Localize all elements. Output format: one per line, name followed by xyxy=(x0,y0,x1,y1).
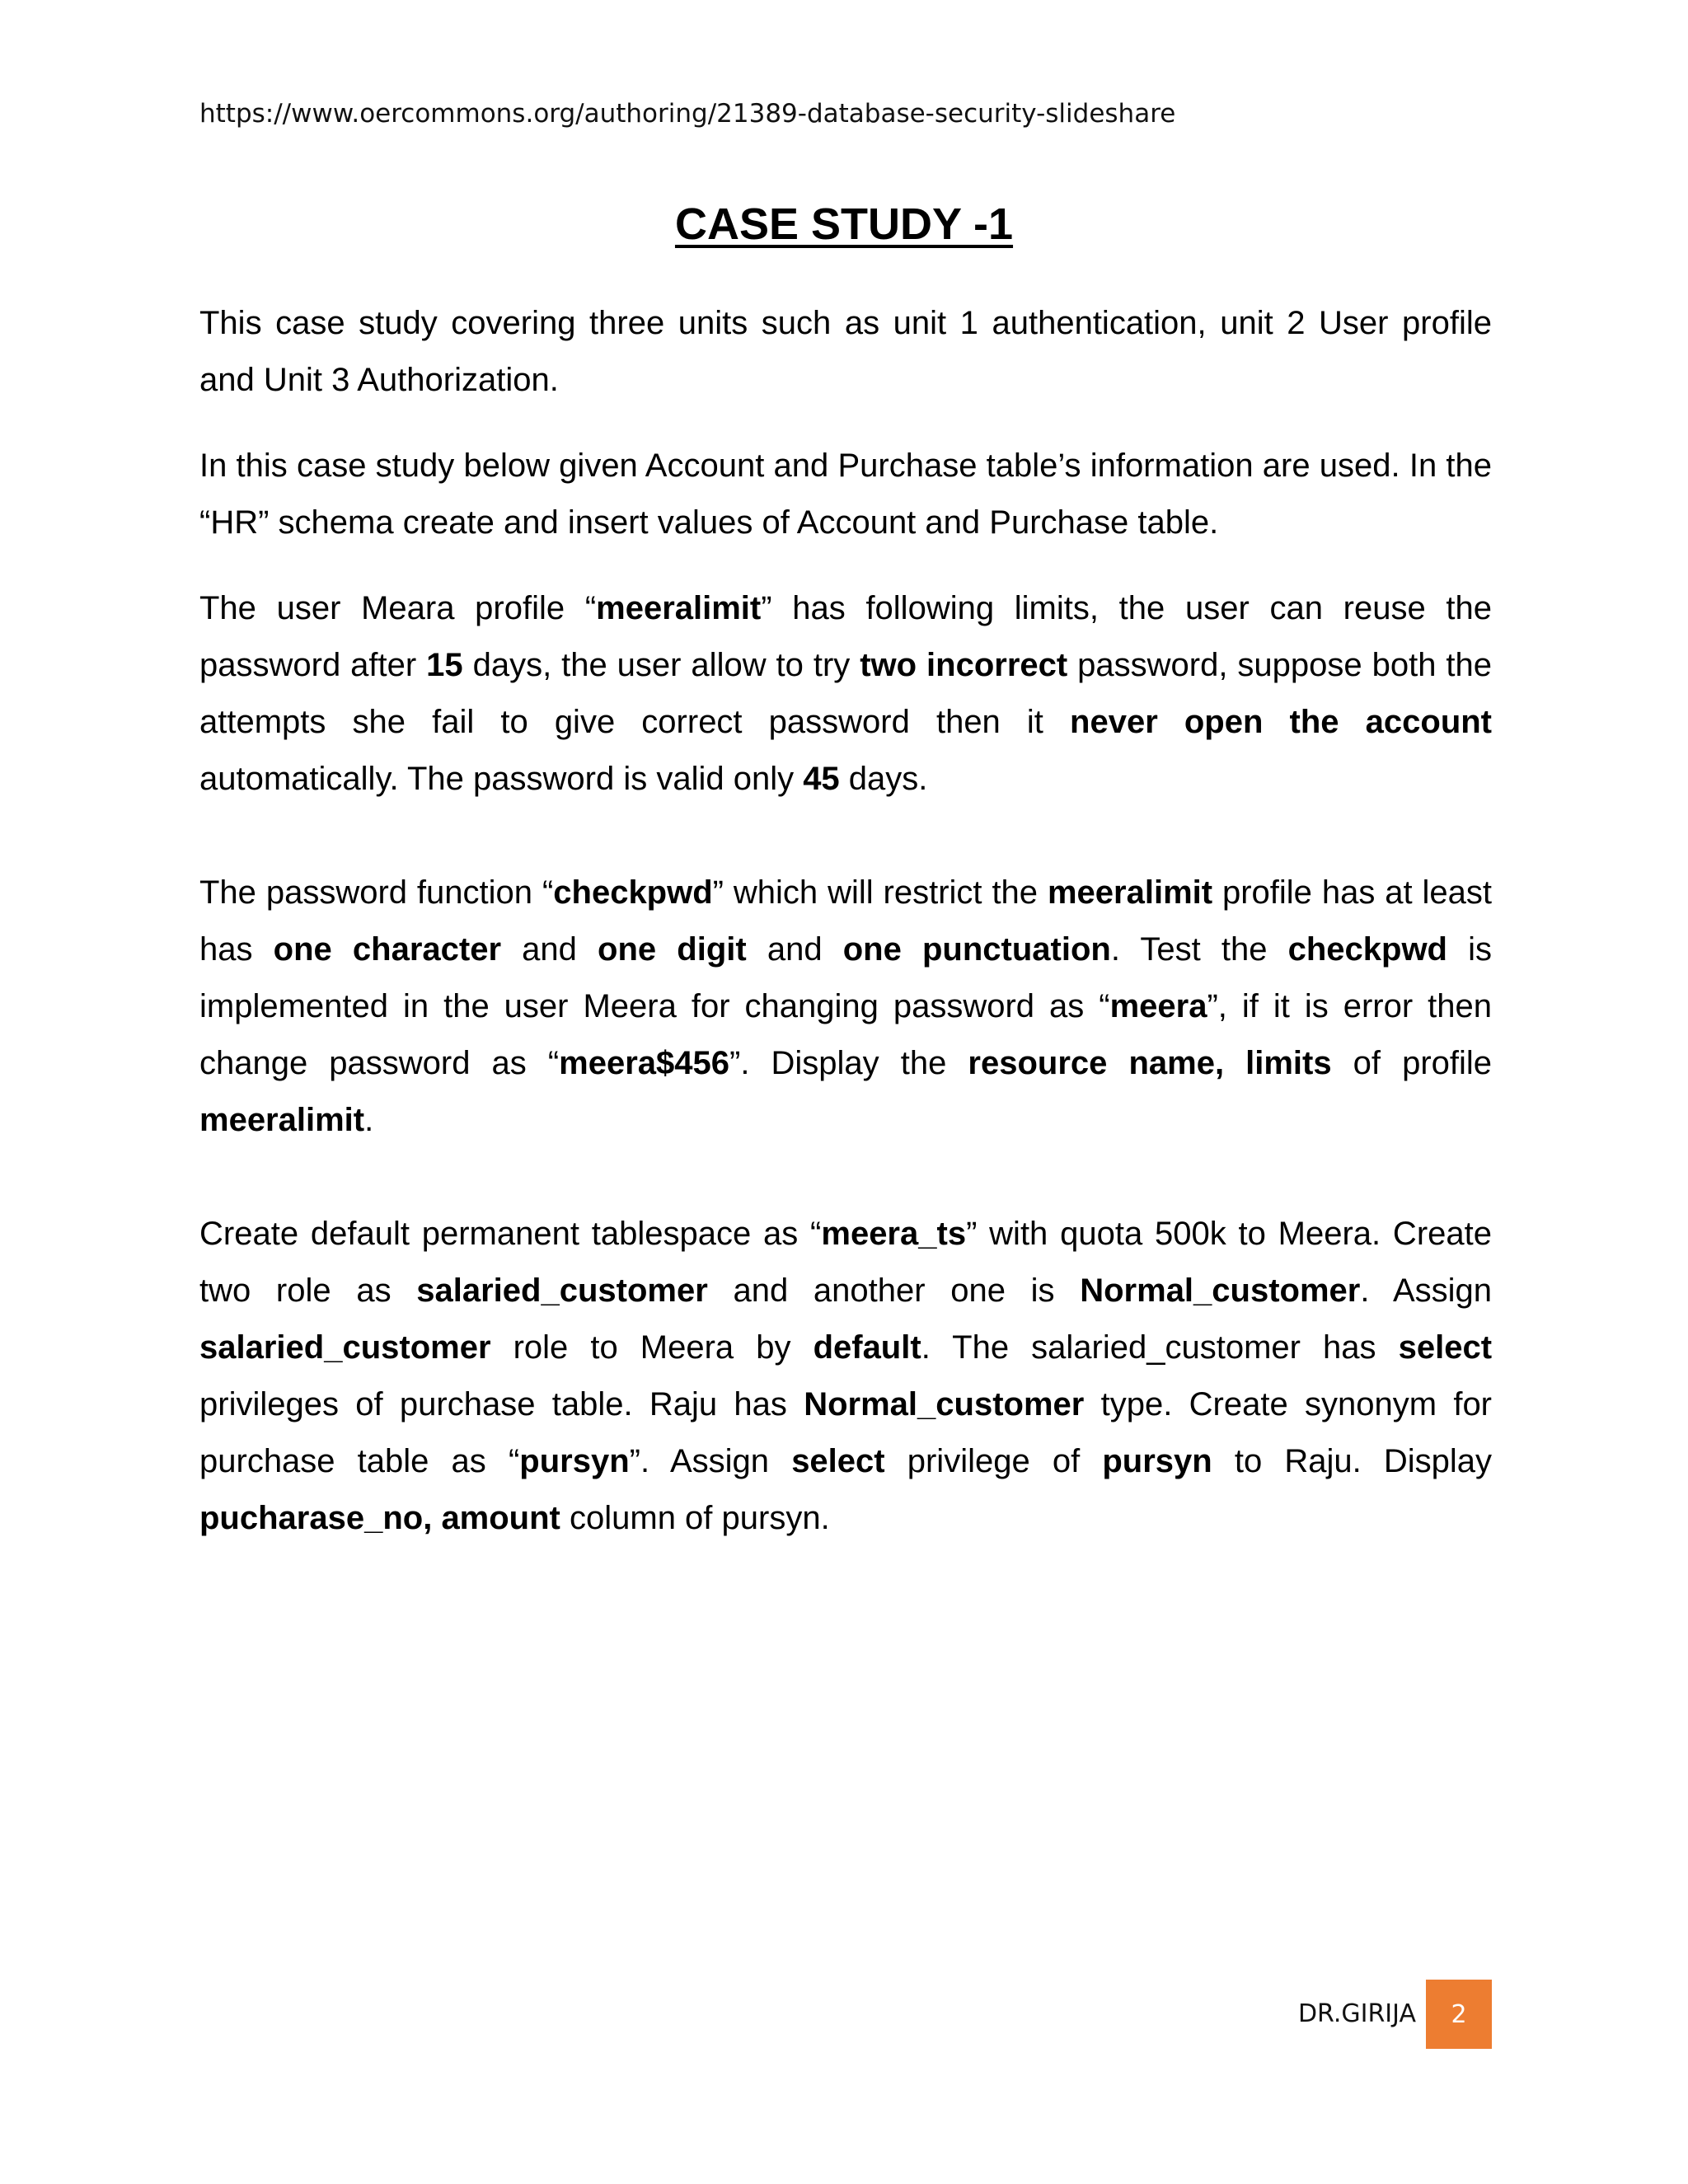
bold-term: meeralimit xyxy=(199,1102,365,1138)
text-run: automatically. The password is valid only xyxy=(199,761,804,797)
text-run: . Assign xyxy=(1360,1272,1493,1309)
text-run: ”, if it is error then change password as “ xyxy=(199,988,1492,1081)
text-run: password, suppose both the attempts she fail to give correct password then it xyxy=(199,647,1492,740)
paragraph-tables: In this case study below given Account and Purchase table’s information are used. In the “HR” schema create and insert values of Account and Purchase table. xyxy=(199,448,1492,541)
text-run: . xyxy=(364,1102,374,1138)
text-run: is implemented in the user Meera for changing password as “ xyxy=(199,931,1493,1024)
text-run: column of pursyn. xyxy=(560,1500,830,1536)
bold-term: one digit xyxy=(598,931,747,968)
text-run: ” has following limits, the user can reuse the password after xyxy=(199,590,1492,683)
bold-term: one punctuation xyxy=(842,931,1111,968)
bold-term: never open the account xyxy=(1070,704,1493,740)
bold-term: resource name, limits xyxy=(968,1045,1332,1081)
text-run: . Test the xyxy=(1110,931,1288,968)
bold-term: checkpwd xyxy=(1287,931,1447,968)
text-run: privileges of purchase table. Raju has xyxy=(199,1386,804,1422)
text-run: ” with quota 500k to Meera. Create two role as xyxy=(199,1216,1492,1309)
text-run: type. Create synonym for purchase table as “ xyxy=(199,1386,1493,1479)
bold-term: Normal_customer xyxy=(1080,1272,1361,1309)
text-run: days. xyxy=(839,761,928,797)
bold-term: meera_ts xyxy=(821,1216,967,1252)
text-run: The password function “ xyxy=(199,874,554,911)
text-run: and another one is xyxy=(707,1272,1081,1309)
page-number: 2 xyxy=(1451,1999,1467,2029)
bold-term: 45 xyxy=(803,761,840,797)
bold-term: meera$456 xyxy=(559,1045,730,1081)
bold-term: salaried_customer xyxy=(416,1272,708,1309)
bold-term: pucharase_no, amount xyxy=(199,1500,560,1536)
document-body xyxy=(199,295,1492,1547)
header-url: https://www.oercommons.org/authoring/21389-database-security-slideshare xyxy=(199,99,1176,129)
text-run: of profile xyxy=(1331,1045,1493,1081)
bold-term: meeralimit xyxy=(1047,874,1213,911)
page-title-text: CASE STUDY -1 xyxy=(674,199,1014,249)
paragraph-profile-limits xyxy=(199,580,1492,808)
bold-term: meera xyxy=(1109,988,1207,1024)
bold-term: select xyxy=(791,1443,885,1479)
page-title xyxy=(0,198,1688,251)
text-run: ” which will restrict the xyxy=(712,874,1048,911)
bold-term: 15 xyxy=(426,647,463,683)
bold-term: salaried_customer xyxy=(199,1329,491,1366)
page-number-badge xyxy=(1426,1980,1492,2049)
text-run: role to Meera by xyxy=(490,1329,814,1366)
text-run: privilege of xyxy=(884,1443,1103,1479)
text-run: and xyxy=(501,931,598,968)
bold-term: default xyxy=(813,1329,921,1366)
bold-term: pursyn xyxy=(1102,1443,1212,1479)
text-run: ”. Assign xyxy=(629,1443,792,1479)
page-footer xyxy=(1286,1980,1492,2049)
bold-term: meeralimit xyxy=(596,590,762,626)
text-run: . The salaried_customer has xyxy=(921,1329,1399,1366)
text-run: to Raju. Display xyxy=(1212,1443,1492,1479)
bold-term: Normal_customer xyxy=(804,1386,1085,1422)
bold-term: one character xyxy=(273,931,502,968)
paragraph-intro: This case study covering three units such as unit 1 authentication, unit 2 User profile and Unit 3 Authorization. xyxy=(199,305,1492,398)
text-run: The user Meara profile “ xyxy=(199,590,597,626)
footer-author: DR.GIRIJA xyxy=(1297,1999,1416,2028)
text-run: and xyxy=(746,931,843,968)
text-run: profile has at least has xyxy=(199,874,1493,968)
text-run: days, the user allow to try xyxy=(462,647,860,683)
bold-term: pursyn xyxy=(519,1443,630,1479)
bold-term: checkpwd xyxy=(553,874,713,911)
text-run: ”. Display the xyxy=(729,1045,968,1081)
bold-term: select xyxy=(1398,1329,1493,1366)
paragraph-tablespace-roles xyxy=(199,1206,1492,1547)
bold-term: two incorrect xyxy=(860,647,1068,683)
paragraph-password-function xyxy=(199,865,1492,1149)
text-run: Create default permanent tablespace as “ xyxy=(199,1216,822,1252)
